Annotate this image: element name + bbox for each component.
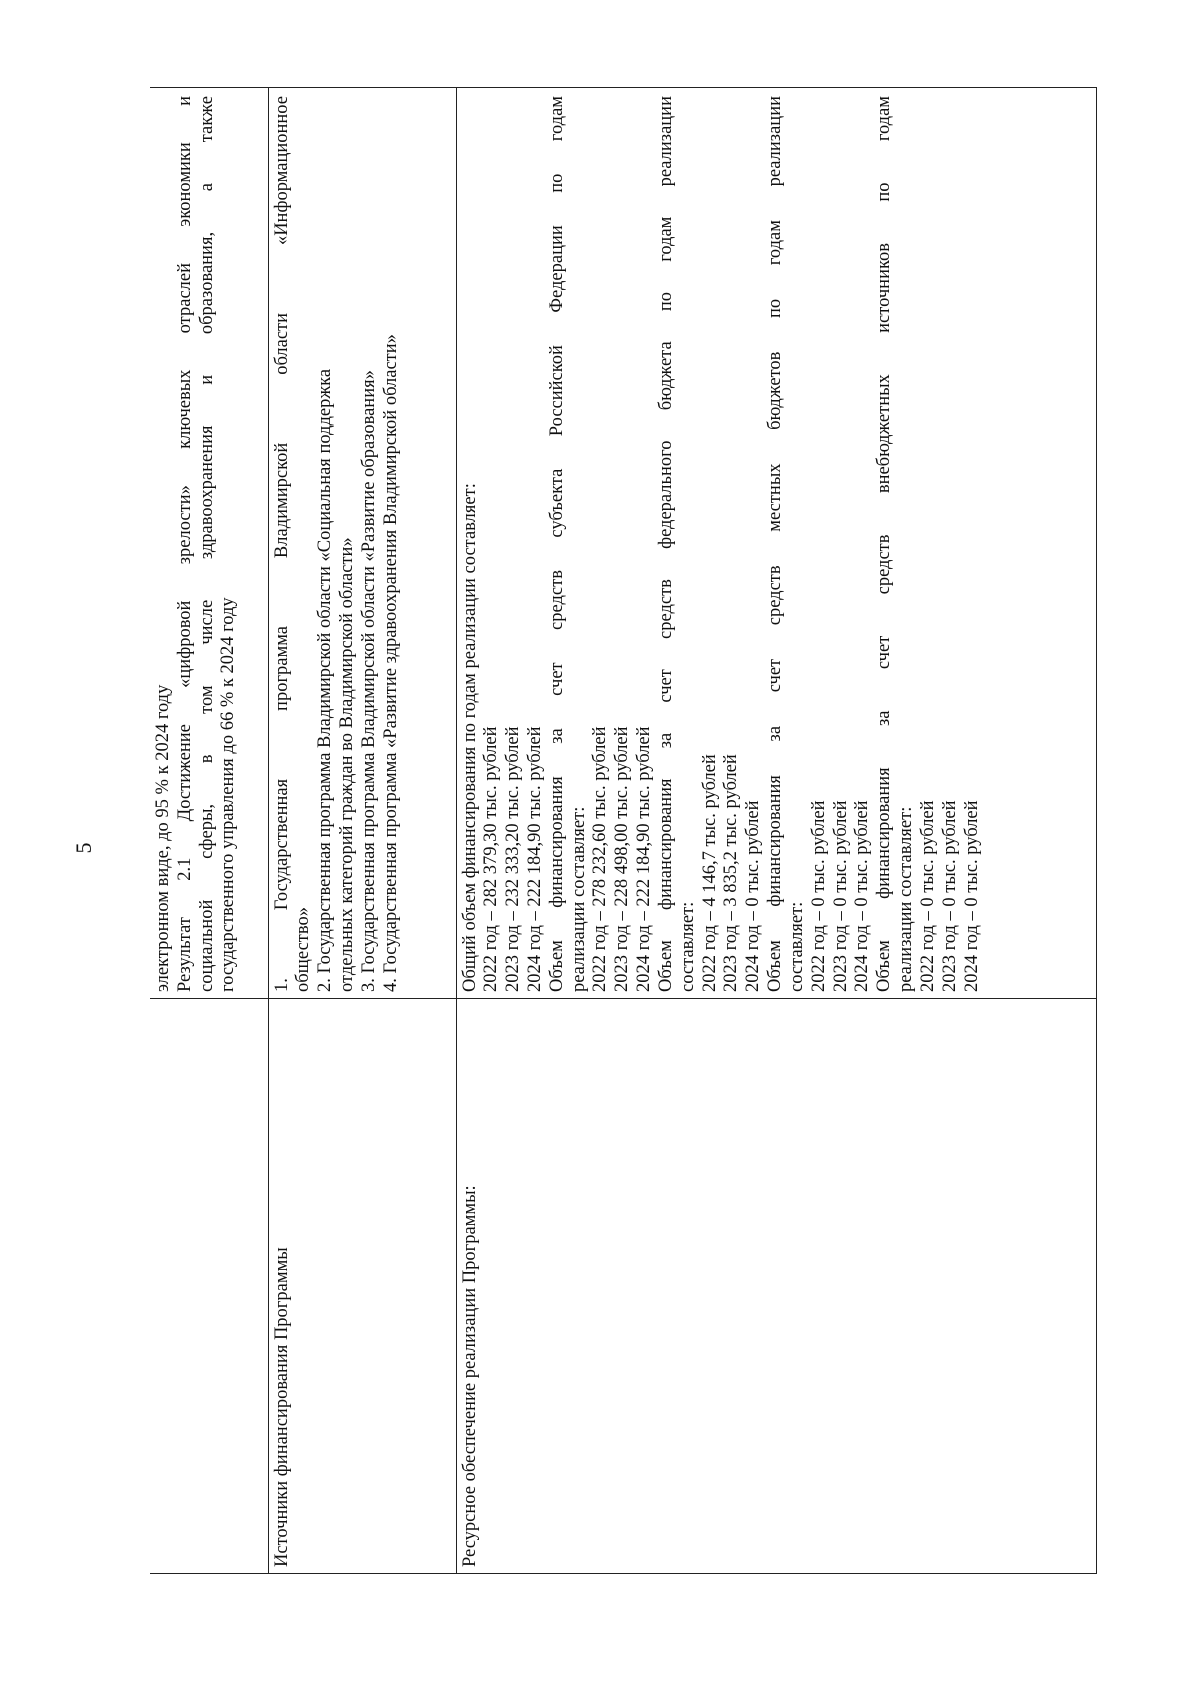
resource-line: 2022 год – 278 232,60 тыс. рублей	[590, 726, 611, 992]
resource-line: 2022 год – 0 тыс. рублей	[808, 800, 829, 992]
resource-line: 2024 год – 0 тыс. рублей	[743, 800, 764, 992]
resource-line: Общий объем финансирования по годам реализации составляет:	[459, 483, 480, 992]
row-content-results	[150, 88, 268, 999]
resource-line: 2023 год – 0 тыс. рублей	[830, 800, 851, 992]
resource-line: 2024 год – 222 184,90 тыс. рублей	[524, 726, 545, 992]
results-line: государственного управления до 66 % к 2024 году	[218, 597, 239, 992]
resource-line: Объем финансирования за счет средств федерального бюджета по годам реализации	[655, 96, 676, 992]
page-number: 5	[71, 842, 96, 854]
row-label-results	[150, 999, 268, 1574]
row-label-funding-sources: Источники финансирования Программы	[268, 999, 456, 1574]
results-line: Результат 2.1 Достижение «цифровой зрелости» ключевых отраслей экономики и	[174, 96, 195, 992]
rotated-table-container	[150, 96, 1096, 1574]
funding-source-line: отдельных категорий граждан во Владимирской области»	[336, 537, 357, 992]
funding-source-line: 4. Государственная программа «Развитие здравоохранения Владимирской области»	[380, 334, 401, 992]
table-row-funding-sources	[268, 88, 456, 1574]
funding-source-line: 1. Государственная программа Владимирской области «Информационное	[271, 96, 292, 992]
resource-line: Объем финансирования за счет средств местных бюджетов по годам реализации	[765, 96, 786, 992]
resource-line: 2024 год – 0 тыс. рублей	[852, 800, 873, 992]
resource-line: составляет:	[677, 901, 698, 992]
results-line: социальной сферы, в том числе здравоохранения и образования, а также	[196, 96, 217, 992]
resource-line: 2023 год – 3 835,2 тыс. рублей	[721, 754, 742, 992]
table-row-results	[150, 88, 268, 1574]
row-label-resource-provision: Ресурсное обеспечение реализации Программы:	[456, 999, 1096, 1574]
resource-line: Объем финансирования за счет средств внебюджетных источников по годам	[874, 96, 895, 992]
resource-line: 2023 год – 232 333,20 тыс. рублей	[503, 726, 524, 992]
resource-line: реализации составляет:	[896, 806, 917, 992]
resource-line: 2024 год – 222 184,90 тыс. рублей	[634, 726, 655, 992]
resource-line: 2024 год – 0 тыс. рублей	[961, 800, 982, 992]
resource-line: 2023 год – 228 498,00 тыс. рублей	[612, 726, 633, 992]
resource-line: 2022 год – 282 379,30 тыс. рублей	[481, 726, 502, 992]
resource-line: 2022 год – 4 146,7 тыс. рублей	[699, 754, 720, 992]
funding-source-line: общество»	[293, 907, 314, 992]
funding-source-line: 3. Государственная программа Владимирской области «Развитие образования»	[358, 370, 379, 992]
table-row-resource-provision	[456, 88, 1096, 1574]
row-content-funding-sources	[268, 88, 456, 999]
funding-source-line: 2. Государственная программа Владимирской области «Социальная поддержка	[315, 368, 336, 992]
resource-line: Объем финансирования за счет средств субъекта Российской Федерации по годам	[546, 96, 567, 992]
resource-line: 2022 год – 0 тыс. рублей	[917, 800, 938, 992]
results-line: электронном виде, до 95 % к 2024 году	[153, 684, 173, 992]
row-content-resource-provision	[456, 88, 1096, 999]
program-passport-table	[150, 87, 1097, 1574]
resource-line: 2023 год – 0 тыс. рублей	[939, 800, 960, 992]
resource-line: составляет:	[786, 901, 807, 992]
resource-line: реализации составляет:	[568, 806, 589, 992]
